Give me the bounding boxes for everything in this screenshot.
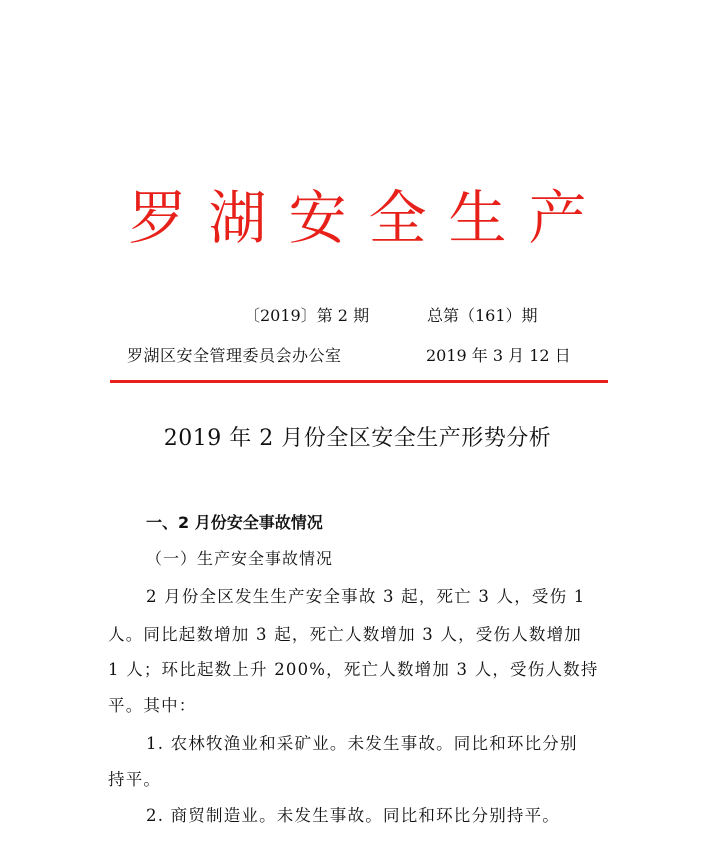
issue-number: 〔2019〕第 2 期 xyxy=(244,306,370,325)
body-line: 人。同比起数增加 3 起，死亡人数增加 3 人，受伤人数增加 xyxy=(108,625,582,644)
body-line: 2. 商贸制造业。未发生事故。同比和环比分别持平。 xyxy=(146,806,560,825)
body-line: 1. 农林牧渔业和采矿业。未发生事故。同比和环比分别 xyxy=(146,734,578,753)
subsection-heading: （一）生产安全事故情况 xyxy=(146,549,334,568)
total-issue-number: 总第（161）期 xyxy=(427,306,538,325)
section-heading: 一、2 月份安全事故情况 xyxy=(146,513,323,532)
body-line: 1 人；环比起数上升 200%，死亡人数增加 3 人，受伤人数持 xyxy=(108,660,599,679)
masthead-title: 罗湖安全生产 xyxy=(128,184,609,252)
body-line: 平。其中： xyxy=(108,696,197,715)
publish-date: 2019 年 3 月 12 日 xyxy=(426,346,571,365)
publisher-office: 罗湖区安全管理委员会办公室 xyxy=(127,346,342,365)
document-title: 2019 年 2 月份全区安全生产形势分析 xyxy=(163,426,552,451)
body-line: 2 月份全区发生生产安全事故 3 起，死亡 3 人，受伤 1 xyxy=(146,587,586,606)
body-line: 持平。 xyxy=(108,770,162,789)
red-divider-line xyxy=(110,380,608,383)
